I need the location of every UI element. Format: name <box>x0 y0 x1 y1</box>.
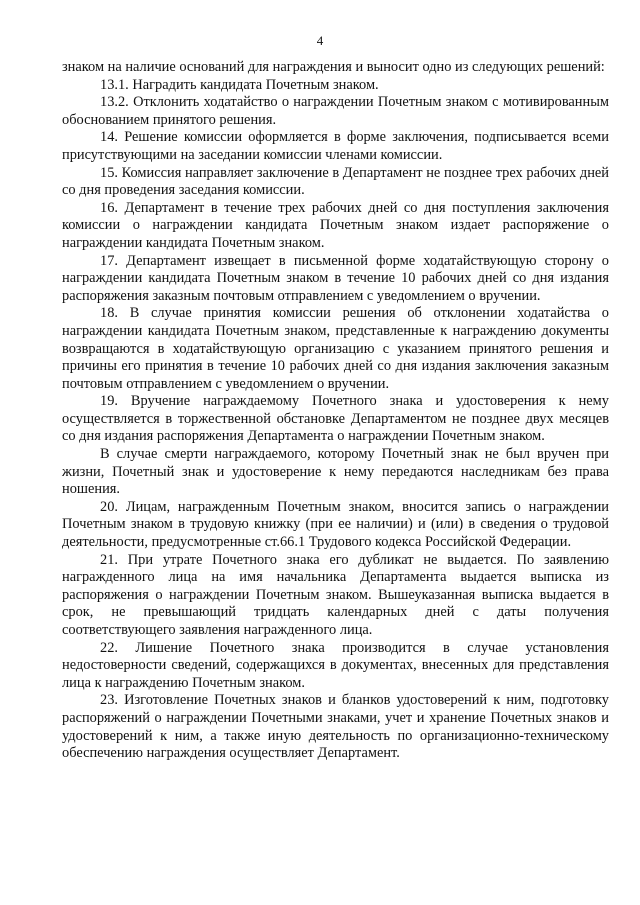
page-number: 4 <box>316 33 324 48</box>
paragraph-13-2: 13.2. Отклонить ходатайство о награждении Почетным знаком с мотивированным обоснованием принятого решения. <box>62 94 609 128</box>
paragraph-16: 16. Департамент в течение трех рабочих дней со дня поступления заключения комиссии о награждении кандидата Почетным знаком издает распоряжение о награждении кандидата Почетным знаком. <box>62 199 609 251</box>
paragraph-19: 19. Вручение награждаемому Почетного знака и удостоверения к нему осуществляется в торжественной обстановке Департаментом не позднее двух месяцев со дня издания распоряжения Департамента о награждении Почетным знаком. <box>62 393 609 445</box>
paragraph-22: 22. Лишение Почетного знака производится в случае установления недостоверности сведений, содержащихся в документах, внесенных для представления лица к награждению Почетным знаком. <box>62 639 609 691</box>
document-body <box>62 59 609 763</box>
paragraph-21: 21. При утрате Почетного знака его дубликат не выдается. По заявлению награжденного лица на имя начальника Департамента выдается выписка из распоряжения о награждении Почетным знаком. Вышеуказанная выписка выдается в срок, не превышающий тридцать календарных дней с даты получения соответствующего заявления награжденного лица. <box>62 551 609 638</box>
paragraph-20: 20. Лицам, награжденным Почетным знаком, вносится запись о награждении Почетным знаком в трудовую книжку (при ее наличии) и (или) в сведения о трудовой деятельности, предусмотренные ст.66.1 Трудового кодекса Российской Федерации. <box>62 498 609 551</box>
paragraph-13-continuation: знаком на наличие оснований для награждения и выносит одно из следующих решений: <box>62 59 605 75</box>
paragraph-18: 18. В случае принятия комиссии решения об отклонении ходатайства о награждении кандидата Почетным знаком, представленные к награждению документы возвращаются в ходатайствующую организацию с указанием принятого решения и причины его принятия в течение 10 рабочих дней со дня издания заключения заказным почтовым отправлением с уведомлением о вручении. <box>62 305 609 392</box>
paragraph-15: 15. Комиссия направляет заключение в Департамент не позднее трех рабочих дней со дня проведения заседания комиссии. <box>62 164 609 199</box>
paragraph-14: 14. Решение комиссии оформляется в форме заключения, подписывается всеми присутствующими на заседании комиссии членами комиссии. <box>62 129 609 163</box>
paragraph-13-1: 13.1. Наградить кандидата Почетным знаком. <box>100 76 379 93</box>
paragraph-23: 23. Изготовление Почетных знаков и бланков удостоверений к ним, подготовку распоряжений о награждении Почетными знаками, учет и хранение Почетных знаков и удостоверений к ним, а также иную деятельность по организационно-техническому обеспечению награждения осуществляет Департамент. <box>62 692 609 762</box>
paragraph-19-death-clause: В случае смерти награждаемого, которому Почетный знак не был вручен при жизни, Почетный знак и удостоверение к нему передаются наследникам без права ношения. <box>62 446 609 498</box>
paragraph-17: 17. Департамент извещает в письменной форме ходатайствующую сторону о награждении кандидата Почетным знаком в течение 10 рабочих дней со дня издания распоряжения заказным почтовым отправлением с уведомлением о вручении. <box>62 252 609 304</box>
